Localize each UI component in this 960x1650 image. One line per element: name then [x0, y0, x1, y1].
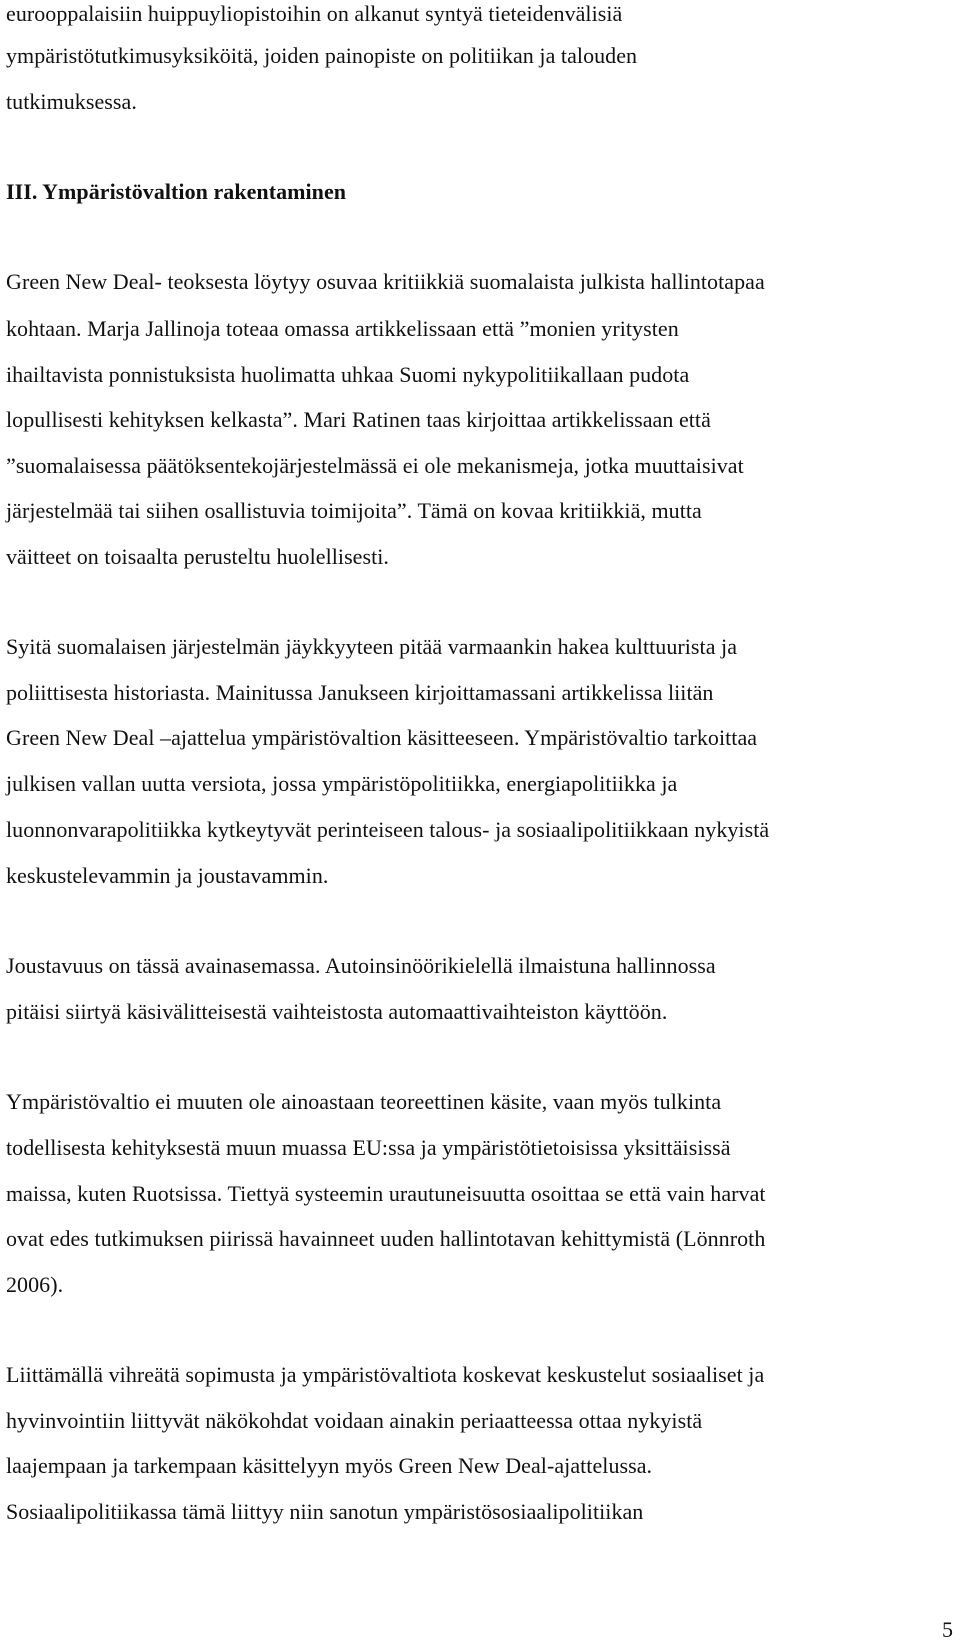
text-line: todellisesta kehityksestä muun muassa EU:ssa ja ympäristötietoisissa yksittäisissä [6, 1135, 731, 1160]
text-line: väitteet on toisaalta perusteltu huolellisesti. [6, 544, 389, 569]
text-line: Liittämällä vihreätä sopimusta ja ympäristövaltiota koskevat keskustelut sosiaaliset ja [6, 1362, 765, 1387]
text-line: Joustavuus on tässä avainasemassa. Autoinsinöörikielellä ilmaistuna hallinnossa [6, 953, 716, 978]
text-line: julkisen vallan uutta versiota, jossa ympäristöpolitiikka, energiapolitiikka ja [6, 771, 678, 796]
text-line: tutkimuksessa. [6, 89, 137, 114]
text-line: pitäisi siirtyä käsivälitteisestä vaihteistosta automaattivaihteiston käyttöön. [6, 999, 668, 1024]
section-heading: III. Ympäristövaltion rakentaminen [6, 179, 347, 204]
text-line: lopullisesti kehityksen kelkasta”. Mari Ratinen taas kirjoittaa artikkelissaan että [6, 407, 711, 432]
text-line: Sosiaalipolitiikassa tämä liittyy niin sanotun ympäristösosiaalipolitiikan [6, 1499, 644, 1524]
text-line: Green New Deal –ajattelua ympäristövaltion käsitteeseen. Ympäristövaltio tarkoittaa [6, 725, 758, 750]
text-line: järjestelmää tai siihen osallistuvia toimijoita”. Tämä on kovaa kritiikkiä, mutta [6, 498, 702, 523]
text-line: maissa, kuten Ruotsissa. Tiettyä systeemin urautuneisuutta osoittaa se että vain harvat [6, 1181, 766, 1206]
text-line: kohtaan. Marja Jallinoja toteaa omassa artikkelissaan että ”monien yritysten [6, 316, 679, 341]
text-line: laajempaan ja tarkempaan käsittelyyn myös Green New Deal-ajattelussa. [6, 1453, 653, 1478]
text-line: luonnonvarapolitiikka kytkeytyvät perinteiseen talous- ja sosiaalipolitiikkaan nykyistä [6, 817, 770, 842]
text-line: 2006). [6, 1272, 64, 1297]
text-line: ovat edes tutkimuksen piirissä havainneet uuden hallintotavan kehittymistä (Lönnroth [6, 1226, 766, 1251]
text-line: Green New Deal- teoksesta löytyy osuvaa kritiikkiä suomalaista julkista hallintotapaa [6, 269, 765, 294]
text-line: Syitä suomalaisen järjestelmän jäykkyyteen pitää varmaankin hakea kulttuurista ja [6, 634, 738, 659]
text-line: hyvinvointiin liittyvät näkökohdat voidaan ainakin periaatteessa ottaa nykyistä [6, 1408, 703, 1433]
text-line: keskustelevammin ja joustavammin. [6, 863, 329, 888]
text-line: eurooppalaisiin huippuyliopistoihin on alkanut syntyä tieteidenvälisiä [6, 1, 623, 26]
page-number: 5 [942, 1617, 953, 1642]
text-line: ”suomalaisessa päätöksentekojärjestelmässä ei ole mekanismeja, jotka muuttaisivat [6, 453, 744, 478]
text-line: Ympäristövaltio ei muuten ole ainoastaan teoreettinen käsite, vaan myös tulkinta [6, 1089, 722, 1114]
text-line: ympäristötutkimusyksiköitä, joiden painopiste on politiikan ja talouden [6, 43, 638, 68]
text-line: ihailtavista ponnistuksista huolimatta uhkaa Suomi nykypolitiikallaan pudota [6, 362, 690, 387]
text-line: poliittisesta historiasta. Mainitussa Janukseen kirjoittamassani artikkelissa liitän [6, 680, 714, 705]
